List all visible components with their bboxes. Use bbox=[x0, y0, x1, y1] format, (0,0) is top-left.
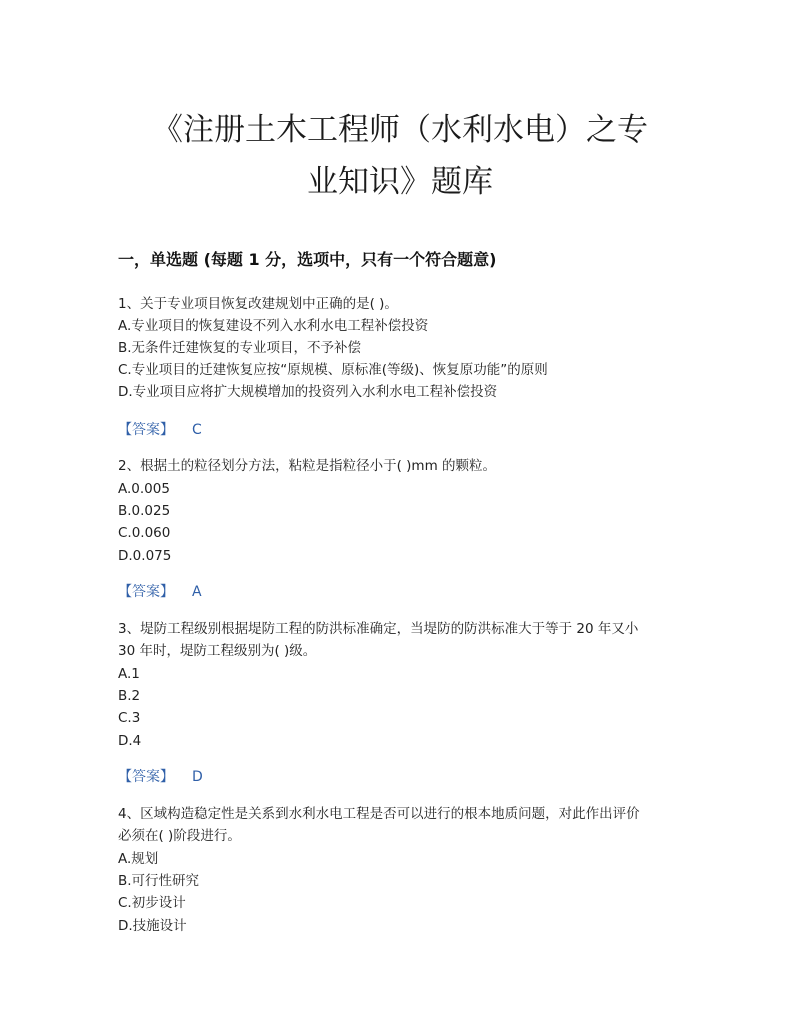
question-4-stem-line-1: 4、区域构造稳定性是关系到水利水电工程是否可以进行的根本地质问题，对此作出评价 bbox=[118, 806, 640, 822]
question-1-option-a: A.专业项目的恢复建设不列入水利水电工程补偿投资 bbox=[118, 318, 429, 334]
question-3-stem-line-2: 30 年时，堤防工程级别为( )级。 bbox=[118, 643, 317, 659]
question-2-option-b: B.0.025 bbox=[118, 503, 171, 519]
document-title-line-1: 《注册土木工程师（水利水电）之专 bbox=[152, 112, 648, 148]
document-title-line-2: 业知识》题库 bbox=[307, 164, 493, 200]
question-2-option-d: D.0.075 bbox=[118, 548, 172, 564]
question-1-answer bbox=[118, 419, 202, 441]
answer-value: C bbox=[192, 422, 202, 438]
question-2-option-c: C.0.060 bbox=[118, 525, 171, 541]
question-1-option-d: D.专业项目应将扩大规模增加的投资列入水利水电工程补偿投资 bbox=[118, 384, 498, 400]
question-4-option-c: C.初步设计 bbox=[118, 895, 186, 911]
question-1-stem: 1、关于专业项目恢复改建规划中正确的是( )。 bbox=[118, 296, 398, 312]
question-4-option-d: D.技施设计 bbox=[118, 918, 187, 934]
question-2-option-a: A.0.005 bbox=[118, 481, 170, 497]
question-3-option-c: C.3 bbox=[118, 710, 141, 726]
question-4-stem-line-2: 必须在( )阶段进行。 bbox=[118, 828, 241, 844]
answer-label: 【答案】 bbox=[118, 584, 174, 600]
question-3-option-d: D.4 bbox=[118, 733, 142, 749]
question-1-option-c: C.专业项目的迁建恢复应按“原规模、原标准(等级)、恢复原功能”的原则 bbox=[118, 362, 548, 378]
question-3-stem-line-1: 3、堤防工程级别根据堤防工程的防洪标准确定，当堤防的防洪标准大于等于 20 年又小 bbox=[118, 621, 639, 637]
answer-value: A bbox=[192, 584, 202, 600]
answer-label: 【答案】 bbox=[118, 769, 174, 785]
question-4-option-a: A.规划 bbox=[118, 851, 159, 867]
question-1-option-b: B.无条件迁建恢复的专业项目，不予补偿 bbox=[118, 340, 362, 356]
question-3-option-b: B.2 bbox=[118, 688, 141, 704]
question-2-stem: 2、根据土的粒径划分方法，粘粒是指粒径小于( )mm 的颗粒。 bbox=[118, 458, 497, 474]
answer-value: D bbox=[192, 769, 203, 785]
section-heading: 一，单选题 (每题 1 分，选项中，只有一个符合题意) bbox=[118, 250, 497, 269]
question-3-answer bbox=[118, 766, 203, 788]
question-2-answer bbox=[118, 581, 202, 603]
question-4-option-b: B.可行性研究 bbox=[118, 873, 200, 889]
answer-label: 【答案】 bbox=[118, 422, 174, 438]
question-3-option-a: A.1 bbox=[118, 666, 140, 682]
